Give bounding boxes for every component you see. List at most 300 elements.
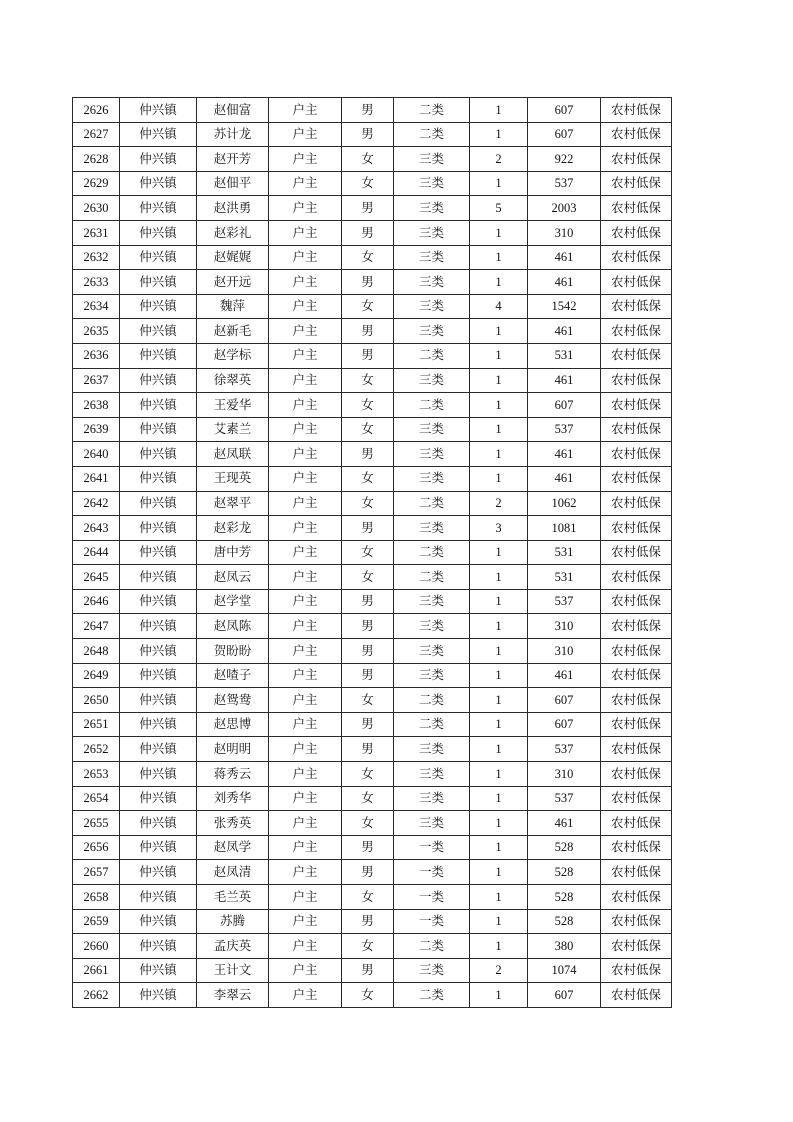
town-cell: 仲兴镇 bbox=[120, 393, 197, 418]
relation-cell: 户主 bbox=[269, 835, 342, 860]
town-cell: 仲兴镇 bbox=[120, 860, 197, 885]
town-cell: 仲兴镇 bbox=[120, 220, 197, 245]
table-row bbox=[73, 98, 672, 123]
amount-cell: 461 bbox=[528, 466, 601, 491]
gender-cell: 女 bbox=[342, 393, 394, 418]
amount-cell: 1081 bbox=[528, 516, 601, 541]
relation-cell: 户主 bbox=[269, 294, 342, 319]
town-cell: 仲兴镇 bbox=[120, 319, 197, 344]
category-cell: 三类 bbox=[394, 245, 470, 270]
table-row bbox=[73, 442, 672, 467]
household-size-cell: 1 bbox=[470, 589, 528, 614]
relation-cell: 户主 bbox=[269, 663, 342, 688]
category-cell: 二类 bbox=[394, 343, 470, 368]
amount-cell: 528 bbox=[528, 835, 601, 860]
assistance-type-cell: 农村低保 bbox=[601, 565, 672, 590]
amount-cell: 607 bbox=[528, 393, 601, 418]
category-cell: 一类 bbox=[394, 909, 470, 934]
gender-cell: 男 bbox=[342, 639, 394, 664]
assistance-type-cell: 农村低保 bbox=[601, 147, 672, 172]
table-row bbox=[73, 589, 672, 614]
town-cell: 仲兴镇 bbox=[120, 417, 197, 442]
serial-number-cell: 2631 bbox=[73, 220, 120, 245]
amount-cell: 1074 bbox=[528, 958, 601, 983]
amount-cell: 310 bbox=[528, 762, 601, 787]
gender-cell: 男 bbox=[342, 516, 394, 541]
assistance-type-cell: 农村低保 bbox=[601, 885, 672, 910]
town-cell: 仲兴镇 bbox=[120, 786, 197, 811]
amount-cell: 310 bbox=[528, 639, 601, 664]
name-cell: 赵佃富 bbox=[197, 98, 269, 123]
serial-number-cell: 2657 bbox=[73, 860, 120, 885]
gender-cell: 女 bbox=[342, 934, 394, 959]
serial-number-cell: 2637 bbox=[73, 368, 120, 393]
assistance-type-cell: 农村低保 bbox=[601, 712, 672, 737]
household-size-cell: 1 bbox=[470, 885, 528, 910]
table-row bbox=[73, 885, 672, 910]
amount-cell: 461 bbox=[528, 442, 601, 467]
household-size-cell: 1 bbox=[470, 811, 528, 836]
category-cell: 三类 bbox=[394, 958, 470, 983]
table-row bbox=[73, 319, 672, 344]
serial-number-cell: 2642 bbox=[73, 491, 120, 516]
table-row bbox=[73, 688, 672, 713]
name-cell: 徐翠英 bbox=[197, 368, 269, 393]
town-cell: 仲兴镇 bbox=[120, 245, 197, 270]
serial-number-cell: 2651 bbox=[73, 712, 120, 737]
name-cell: 赵彩礼 bbox=[197, 220, 269, 245]
category-cell: 三类 bbox=[394, 737, 470, 762]
name-cell: 刘秀华 bbox=[197, 786, 269, 811]
table-row bbox=[73, 393, 672, 418]
household-size-cell: 1 bbox=[470, 319, 528, 344]
name-cell: 赵凤清 bbox=[197, 860, 269, 885]
serial-number-cell: 2639 bbox=[73, 417, 120, 442]
assistance-type-cell: 农村低保 bbox=[601, 540, 672, 565]
assistance-type-cell: 农村低保 bbox=[601, 762, 672, 787]
household-size-cell: 1 bbox=[470, 909, 528, 934]
town-cell: 仲兴镇 bbox=[120, 663, 197, 688]
category-cell: 二类 bbox=[394, 565, 470, 590]
gender-cell: 男 bbox=[342, 196, 394, 221]
name-cell: 王爱华 bbox=[197, 393, 269, 418]
relation-cell: 户主 bbox=[269, 540, 342, 565]
serial-number-cell: 2653 bbox=[73, 762, 120, 787]
table-row bbox=[73, 171, 672, 196]
amount-cell: 528 bbox=[528, 860, 601, 885]
category-cell: 二类 bbox=[394, 393, 470, 418]
gender-cell: 男 bbox=[342, 319, 394, 344]
table-row bbox=[73, 343, 672, 368]
gender-cell: 男 bbox=[342, 122, 394, 147]
household-size-cell: 1 bbox=[470, 639, 528, 664]
table-row bbox=[73, 368, 672, 393]
gender-cell: 男 bbox=[342, 270, 394, 295]
amount-cell: 922 bbox=[528, 147, 601, 172]
table-row bbox=[73, 516, 672, 541]
category-cell: 一类 bbox=[394, 835, 470, 860]
household-size-cell: 1 bbox=[470, 934, 528, 959]
name-cell: 赵新毛 bbox=[197, 319, 269, 344]
assistance-type-cell: 农村低保 bbox=[601, 639, 672, 664]
assistance-type-cell: 农村低保 bbox=[601, 319, 672, 344]
relation-cell: 户主 bbox=[269, 368, 342, 393]
table-row bbox=[73, 639, 672, 664]
gender-cell: 女 bbox=[342, 417, 394, 442]
gender-cell: 女 bbox=[342, 983, 394, 1008]
table-row bbox=[73, 762, 672, 787]
relation-cell: 户主 bbox=[269, 786, 342, 811]
assistance-type-cell: 农村低保 bbox=[601, 220, 672, 245]
assistance-type-cell: 农村低保 bbox=[601, 122, 672, 147]
relation-cell: 户主 bbox=[269, 712, 342, 737]
table-row bbox=[73, 196, 672, 221]
assistance-type-cell: 农村低保 bbox=[601, 491, 672, 516]
serial-number-cell: 2652 bbox=[73, 737, 120, 762]
table-row bbox=[73, 147, 672, 172]
amount-cell: 461 bbox=[528, 811, 601, 836]
serial-number-cell: 2635 bbox=[73, 319, 120, 344]
town-cell: 仲兴镇 bbox=[120, 368, 197, 393]
assistance-type-cell: 农村低保 bbox=[601, 516, 672, 541]
town-cell: 仲兴镇 bbox=[120, 589, 197, 614]
relation-cell: 户主 bbox=[269, 614, 342, 639]
category-cell: 三类 bbox=[394, 171, 470, 196]
serial-number-cell: 2636 bbox=[73, 343, 120, 368]
household-size-cell: 2 bbox=[470, 958, 528, 983]
table-row bbox=[73, 220, 672, 245]
relation-cell: 户主 bbox=[269, 737, 342, 762]
relation-cell: 户主 bbox=[269, 589, 342, 614]
name-cell: 赵娓娓 bbox=[197, 245, 269, 270]
gender-cell: 女 bbox=[342, 540, 394, 565]
assistance-type-cell: 农村低保 bbox=[601, 934, 672, 959]
category-cell: 三类 bbox=[394, 614, 470, 639]
name-cell: 贺盼盼 bbox=[197, 639, 269, 664]
household-size-cell: 1 bbox=[470, 270, 528, 295]
household-size-cell: 1 bbox=[470, 614, 528, 639]
amount-cell: 2003 bbox=[528, 196, 601, 221]
assistance-type-cell: 农村低保 bbox=[601, 393, 672, 418]
serial-number-cell: 2660 bbox=[73, 934, 120, 959]
name-cell: 赵洪勇 bbox=[197, 196, 269, 221]
amount-cell: 310 bbox=[528, 220, 601, 245]
serial-number-cell: 2646 bbox=[73, 589, 120, 614]
household-size-cell: 1 bbox=[470, 171, 528, 196]
amount-cell: 461 bbox=[528, 270, 601, 295]
table-row bbox=[73, 245, 672, 270]
town-cell: 仲兴镇 bbox=[120, 688, 197, 713]
relation-cell: 户主 bbox=[269, 639, 342, 664]
name-cell: 赵学标 bbox=[197, 343, 269, 368]
serial-number-cell: 2654 bbox=[73, 786, 120, 811]
household-size-cell: 1 bbox=[470, 737, 528, 762]
name-cell: 李翠云 bbox=[197, 983, 269, 1008]
assistance-type-cell: 农村低保 bbox=[601, 442, 672, 467]
relation-cell: 户主 bbox=[269, 958, 342, 983]
gender-cell: 女 bbox=[342, 688, 394, 713]
serial-number-cell: 2640 bbox=[73, 442, 120, 467]
gender-cell: 女 bbox=[342, 491, 394, 516]
assistance-type-cell: 农村低保 bbox=[601, 663, 672, 688]
assistance-type-cell: 农村低保 bbox=[601, 466, 672, 491]
amount-cell: 1542 bbox=[528, 294, 601, 319]
relation-cell: 户主 bbox=[269, 319, 342, 344]
assistance-type-cell: 农村低保 bbox=[601, 343, 672, 368]
serial-number-cell: 2628 bbox=[73, 147, 120, 172]
town-cell: 仲兴镇 bbox=[120, 270, 197, 295]
name-cell: 赵思博 bbox=[197, 712, 269, 737]
gender-cell: 男 bbox=[342, 958, 394, 983]
serial-number-cell: 2647 bbox=[73, 614, 120, 639]
town-cell: 仲兴镇 bbox=[120, 442, 197, 467]
serial-number-cell: 2656 bbox=[73, 835, 120, 860]
gender-cell: 女 bbox=[342, 147, 394, 172]
table-row bbox=[73, 983, 672, 1008]
relation-cell: 户主 bbox=[269, 885, 342, 910]
category-cell: 三类 bbox=[394, 196, 470, 221]
roster-body bbox=[73, 98, 672, 1008]
name-cell: 赵彩龙 bbox=[197, 516, 269, 541]
relation-cell: 户主 bbox=[269, 516, 342, 541]
category-cell: 三类 bbox=[394, 442, 470, 467]
gender-cell: 男 bbox=[342, 220, 394, 245]
relation-cell: 户主 bbox=[269, 417, 342, 442]
town-cell: 仲兴镇 bbox=[120, 516, 197, 541]
serial-number-cell: 2638 bbox=[73, 393, 120, 418]
amount-cell: 528 bbox=[528, 909, 601, 934]
roster-table bbox=[72, 97, 672, 1008]
category-cell: 三类 bbox=[394, 466, 470, 491]
amount-cell: 380 bbox=[528, 934, 601, 959]
gender-cell: 男 bbox=[342, 712, 394, 737]
household-size-cell: 1 bbox=[470, 442, 528, 467]
table-row bbox=[73, 614, 672, 639]
serial-number-cell: 2629 bbox=[73, 171, 120, 196]
name-cell: 孟庆英 bbox=[197, 934, 269, 959]
relation-cell: 户主 bbox=[269, 860, 342, 885]
town-cell: 仲兴镇 bbox=[120, 614, 197, 639]
category-cell: 二类 bbox=[394, 540, 470, 565]
relation-cell: 户主 bbox=[269, 270, 342, 295]
town-cell: 仲兴镇 bbox=[120, 466, 197, 491]
category-cell: 三类 bbox=[394, 589, 470, 614]
serial-number-cell: 2645 bbox=[73, 565, 120, 590]
serial-number-cell: 2655 bbox=[73, 811, 120, 836]
serial-number-cell: 2649 bbox=[73, 663, 120, 688]
serial-number-cell: 2650 bbox=[73, 688, 120, 713]
table-row bbox=[73, 835, 672, 860]
household-size-cell: 1 bbox=[470, 393, 528, 418]
assistance-type-cell: 农村低保 bbox=[601, 614, 672, 639]
assistance-type-cell: 农村低保 bbox=[601, 98, 672, 123]
gender-cell: 女 bbox=[342, 786, 394, 811]
table-row bbox=[73, 811, 672, 836]
table-row bbox=[73, 909, 672, 934]
household-size-cell: 1 bbox=[470, 245, 528, 270]
relation-cell: 户主 bbox=[269, 343, 342, 368]
amount-cell: 531 bbox=[528, 565, 601, 590]
relation-cell: 户主 bbox=[269, 98, 342, 123]
table-row bbox=[73, 540, 672, 565]
category-cell: 三类 bbox=[394, 786, 470, 811]
town-cell: 仲兴镇 bbox=[120, 540, 197, 565]
serial-number-cell: 2633 bbox=[73, 270, 120, 295]
gender-cell: 男 bbox=[342, 442, 394, 467]
gender-cell: 男 bbox=[342, 98, 394, 123]
amount-cell: 537 bbox=[528, 737, 601, 762]
amount-cell: 461 bbox=[528, 663, 601, 688]
category-cell: 三类 bbox=[394, 811, 470, 836]
gender-cell: 女 bbox=[342, 368, 394, 393]
town-cell: 仲兴镇 bbox=[120, 294, 197, 319]
assistance-type-cell: 农村低保 bbox=[601, 688, 672, 713]
amount-cell: 1062 bbox=[528, 491, 601, 516]
town-cell: 仲兴镇 bbox=[120, 909, 197, 934]
relation-cell: 户主 bbox=[269, 909, 342, 934]
relation-cell: 户主 bbox=[269, 811, 342, 836]
gender-cell: 男 bbox=[342, 614, 394, 639]
category-cell: 二类 bbox=[394, 491, 470, 516]
name-cell: 张秀英 bbox=[197, 811, 269, 836]
town-cell: 仲兴镇 bbox=[120, 835, 197, 860]
relation-cell: 户主 bbox=[269, 688, 342, 713]
serial-number-cell: 2662 bbox=[73, 983, 120, 1008]
category-cell: 三类 bbox=[394, 294, 470, 319]
assistance-type-cell: 农村低保 bbox=[601, 196, 672, 221]
household-size-cell: 1 bbox=[470, 368, 528, 393]
category-cell: 二类 bbox=[394, 122, 470, 147]
household-size-cell: 1 bbox=[470, 565, 528, 590]
serial-number-cell: 2648 bbox=[73, 639, 120, 664]
name-cell: 艾素兰 bbox=[197, 417, 269, 442]
category-cell: 三类 bbox=[394, 762, 470, 787]
assistance-type-cell: 农村低保 bbox=[601, 909, 672, 934]
category-cell: 二类 bbox=[394, 983, 470, 1008]
name-cell: 赵明明 bbox=[197, 737, 269, 762]
town-cell: 仲兴镇 bbox=[120, 565, 197, 590]
amount-cell: 531 bbox=[528, 343, 601, 368]
table-row bbox=[73, 417, 672, 442]
amount-cell: 528 bbox=[528, 885, 601, 910]
town-cell: 仲兴镇 bbox=[120, 983, 197, 1008]
assistance-type-cell: 农村低保 bbox=[601, 417, 672, 442]
category-cell: 二类 bbox=[394, 98, 470, 123]
household-size-cell: 2 bbox=[470, 147, 528, 172]
name-cell: 赵凤联 bbox=[197, 442, 269, 467]
amount-cell: 537 bbox=[528, 171, 601, 196]
category-cell: 三类 bbox=[394, 220, 470, 245]
amount-cell: 607 bbox=[528, 712, 601, 737]
assistance-type-cell: 农村低保 bbox=[601, 294, 672, 319]
category-cell: 三类 bbox=[394, 368, 470, 393]
town-cell: 仲兴镇 bbox=[120, 491, 197, 516]
table-row bbox=[73, 958, 672, 983]
gender-cell: 女 bbox=[342, 762, 394, 787]
gender-cell: 女 bbox=[342, 466, 394, 491]
gender-cell: 男 bbox=[342, 737, 394, 762]
assistance-type-cell: 农村低保 bbox=[601, 589, 672, 614]
name-cell: 赵凤陈 bbox=[197, 614, 269, 639]
town-cell: 仲兴镇 bbox=[120, 934, 197, 959]
name-cell: 苏腾 bbox=[197, 909, 269, 934]
household-size-cell: 1 bbox=[470, 220, 528, 245]
gender-cell: 男 bbox=[342, 589, 394, 614]
table-row bbox=[73, 491, 672, 516]
serial-number-cell: 2634 bbox=[73, 294, 120, 319]
name-cell: 魏萍 bbox=[197, 294, 269, 319]
name-cell: 赵翠平 bbox=[197, 491, 269, 516]
relation-cell: 户主 bbox=[269, 147, 342, 172]
table-row bbox=[73, 466, 672, 491]
name-cell: 赵佃平 bbox=[197, 171, 269, 196]
table-row bbox=[73, 122, 672, 147]
assistance-type-cell: 农村低保 bbox=[601, 811, 672, 836]
name-cell: 赵开芳 bbox=[197, 147, 269, 172]
town-cell: 仲兴镇 bbox=[120, 122, 197, 147]
town-cell: 仲兴镇 bbox=[120, 196, 197, 221]
household-size-cell: 4 bbox=[470, 294, 528, 319]
household-size-cell: 1 bbox=[470, 466, 528, 491]
table-row bbox=[73, 786, 672, 811]
amount-cell: 537 bbox=[528, 417, 601, 442]
household-size-cell: 1 bbox=[470, 860, 528, 885]
assistance-type-cell: 农村低保 bbox=[601, 245, 672, 270]
category-cell: 三类 bbox=[394, 639, 470, 664]
category-cell: 三类 bbox=[394, 270, 470, 295]
amount-cell: 310 bbox=[528, 614, 601, 639]
name-cell: 唐中芳 bbox=[197, 540, 269, 565]
relation-cell: 户主 bbox=[269, 393, 342, 418]
town-cell: 仲兴镇 bbox=[120, 958, 197, 983]
name-cell: 王计文 bbox=[197, 958, 269, 983]
amount-cell: 461 bbox=[528, 245, 601, 270]
table-row bbox=[73, 860, 672, 885]
amount-cell: 461 bbox=[528, 368, 601, 393]
relation-cell: 户主 bbox=[269, 491, 342, 516]
serial-number-cell: 2627 bbox=[73, 122, 120, 147]
category-cell: 三类 bbox=[394, 516, 470, 541]
relation-cell: 户主 bbox=[269, 466, 342, 491]
relation-cell: 户主 bbox=[269, 934, 342, 959]
amount-cell: 607 bbox=[528, 983, 601, 1008]
name-cell: 赵学堂 bbox=[197, 589, 269, 614]
category-cell: 三类 bbox=[394, 417, 470, 442]
table-row bbox=[73, 270, 672, 295]
relation-cell: 户主 bbox=[269, 196, 342, 221]
assistance-type-cell: 农村低保 bbox=[601, 786, 672, 811]
relation-cell: 户主 bbox=[269, 762, 342, 787]
relation-cell: 户主 bbox=[269, 245, 342, 270]
assistance-type-cell: 农村低保 bbox=[601, 983, 672, 1008]
serial-number-cell: 2644 bbox=[73, 540, 120, 565]
name-cell: 毛兰英 bbox=[197, 885, 269, 910]
household-size-cell: 1 bbox=[470, 712, 528, 737]
town-cell: 仲兴镇 bbox=[120, 762, 197, 787]
serial-number-cell: 2641 bbox=[73, 466, 120, 491]
relation-cell: 户主 bbox=[269, 171, 342, 196]
category-cell: 一类 bbox=[394, 860, 470, 885]
household-size-cell: 1 bbox=[470, 417, 528, 442]
table-row bbox=[73, 737, 672, 762]
town-cell: 仲兴镇 bbox=[120, 811, 197, 836]
amount-cell: 461 bbox=[528, 319, 601, 344]
assistance-type-cell: 农村低保 bbox=[601, 835, 672, 860]
relation-cell: 户主 bbox=[269, 122, 342, 147]
category-cell: 三类 bbox=[394, 147, 470, 172]
name-cell: 赵喳子 bbox=[197, 663, 269, 688]
name-cell: 赵凤学 bbox=[197, 835, 269, 860]
